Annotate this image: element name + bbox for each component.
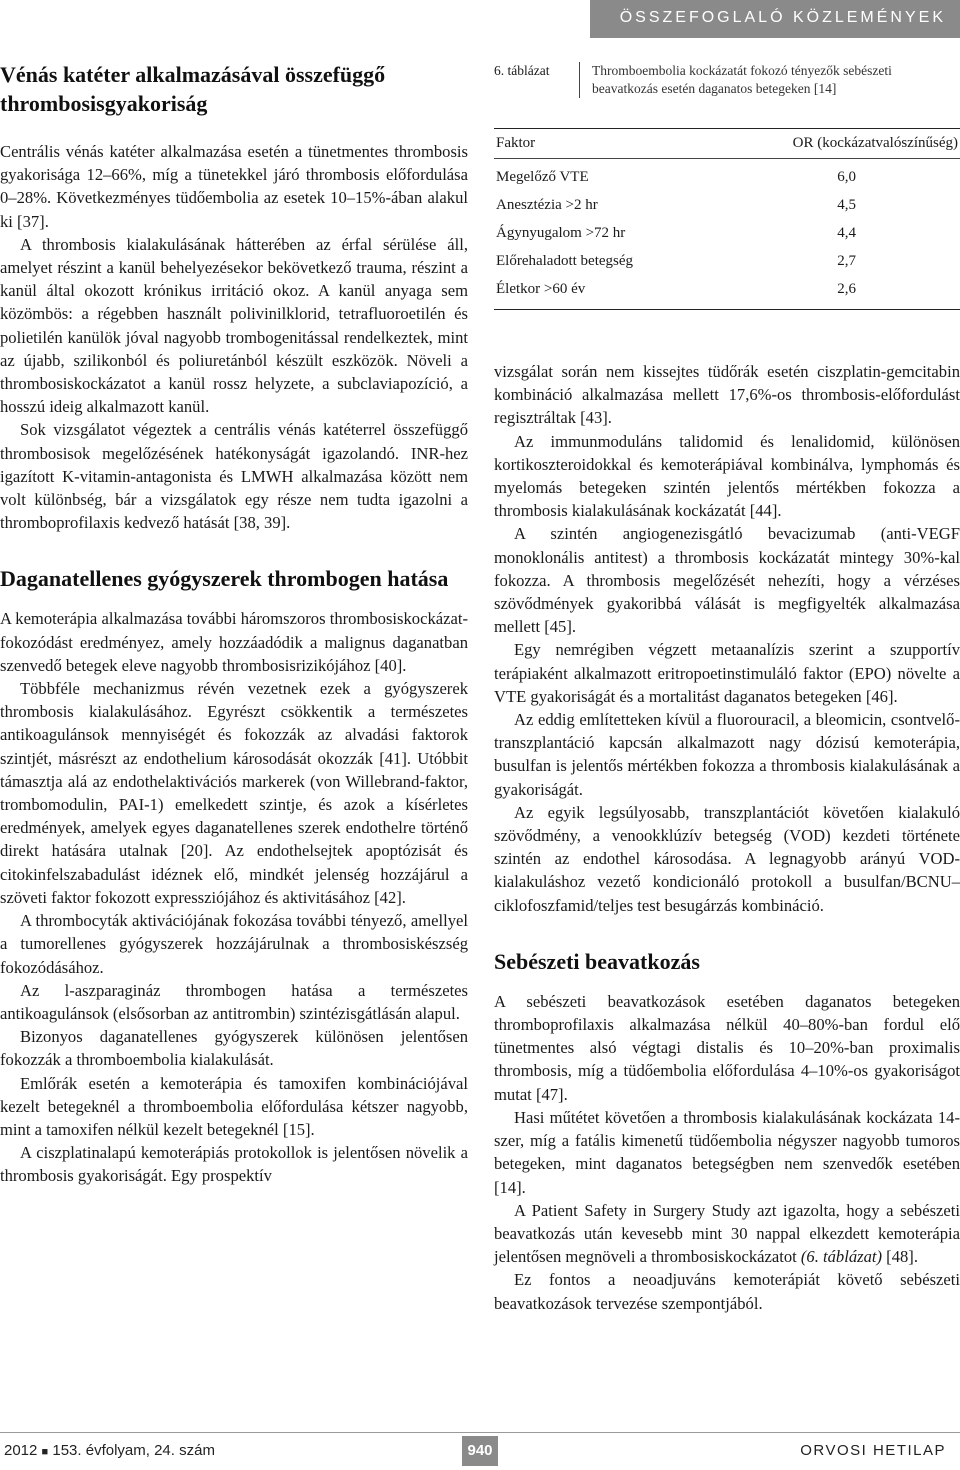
table-cell-factor: Előrehaladott betegség (496, 253, 634, 269)
heading-drugs: Daganatellenes gyógyszerek thrombogen hatása (0, 566, 449, 592)
paragraph: Hasi műtétet követően a thrombosis kialakulásának kockázata 14-szer, míg a fatális kimenetű tüdőembolia négyszer nagyobb tumoros betegeken, mint daganatos betegségben nem szenvedők esetében [14]. (494, 1107, 960, 1197)
table-row (494, 219, 960, 247)
footer-rule (0, 1432, 960, 1433)
table-cell-value: 2,6 (837, 281, 856, 297)
paragraph: Az eddig említetteken kívül a fluorouracil, a bleomicin, csontvelő-transzplantáció kapcsán alkalmazott nagy dózisú kemoterápia, busulfan is jelentős mértékben fokozza a thrombosis kialakulásának a gyakoriságát. (494, 710, 960, 799)
paragraph: Bizonyos daganatellenes gyógyszerek különösen jelentősen fokozzák a thromboembolia kialakulását. (0, 1027, 468, 1070)
paragraph: vizsgálat során nem kissejtes tüdőrák esetén ciszplatin-gemcitabin kombináció alkalmazása mellett 17,6%-os thrombosis-előfordulást regisztráltak [43]. (494, 362, 960, 428)
table-header (494, 129, 960, 159)
paragraph (494, 1199, 960, 1269)
paragraph: Emlőrák esetén a kemoterápia és tamoxifen kombinációjával kezelt betegeknél a thromboembolia előfordulása kétszer nagyobb, mint a tamoxifen nélkül kezelt betegeknél [15]. (0, 1073, 468, 1139)
page-number: 940 (462, 1436, 498, 1466)
page-footer (0, 1432, 960, 1470)
table-col-factor: Faktor (496, 135, 536, 151)
table-cell-value: 6,0 (837, 169, 856, 185)
paragraph: A sebészeti beavatkozások esetében daganatos betegeken thromboprofilaxis alkalmazása nélkül 40–80%-ban fordul elő tünetmentes alsó végtagi distalis és 10–20%-ban proximalis thrombosis, míg a tüdőembolia előfordulása 4–10%-os gyakoriságot mutat [47]. (494, 991, 960, 1104)
table-cell-factor: Anesztézia >2 hr (496, 197, 598, 213)
table-row (494, 275, 960, 303)
paragraph: A szintén angiogenezisgátló bevacizumab (anti-VEGF monoklonális antitest) a thrombosis kockázatát mintegy 30%-kal fokozza. A thrombosis megelőzését nehezíti, hogy a vérzéses szövődmények gyakoribbá válását is megfigyelték alkalmazása mellett [45]. (494, 524, 960, 637)
paragraph: A kemoterápia alkalmazása további háromszoros thrombosiskockázat-fokozódást eredményez, amely hozzáadódik a malignus daganatban szenvedő betegek eleve nagyobb thrombosisrizikójához [40]. (0, 609, 468, 675)
paragraph: Többféle mechanizmus révén vezetnek ezek a gyógyszerek thrombosis kialakulásához. Egyrészt csökkentik a természetes antikoagulánsok mennyiségét és fokozzák az alvadási faktorok szintjét, másrészt az endothelium károsodását okozzák [41]. Utóbbit támasztja alá az endothelaktivációs markerek (von Willebrand-faktor, trombomodulin, PAI-1) emelkedett szintje, és azok a kísérletes eredmények, amelyek egyes daganatellenes szerek endothelre történő direkt hatására utalnak [20]. Az endothelsejtek apoptózisát és citokinfelszabadulást idéznek elő, mindkét jelenség hozzájárul a szöveti faktor fokozott expressziójához és aktivitásához [42]. (0, 679, 468, 907)
paragraph-text: A Patient Safety in Surgery Study azt igazolta, hogy a sebészeti beavatkozás után kevesebb mint 30 nappal elkezdett kemoterápia jelentősen megnöveli a thrombosiskockázatot (494, 1200, 960, 1267)
table-title: Thromboembolia kockázatát fokozó tényezők sebészeti beavatkozás esetén daganatos betegeken [14] (579, 62, 960, 98)
table-row (494, 163, 960, 191)
table-cell-value: 4,5 (837, 197, 856, 213)
paragraph: Sok vizsgálatot végeztek a centrális vénás katéterrel összefüggő thrombosisok megelőzésének hatékonyságát igazolandó. INR-hez igazított K-vitamin-antagonista és LMWH alkalmazása között nem volt különbség, bár a vizsgálatok egy része nem tudta igazolni a thromboprofilaxis kedvező hatását [38, 39]. (0, 420, 468, 533)
right-column (494, 60, 960, 1315)
table-cell-value: 2,7 (837, 253, 856, 269)
issue-volume: 153. évfolyam, 24. szám (52, 1442, 215, 1459)
paragraph-text: [48]. (882, 1247, 918, 1267)
paragraph: A thrombocyták aktivációjának fokozása további tényező, amellyel a tumorellenes gyógyszerek hozzájárulnak a thrombosiskészség fokozódásához. (0, 911, 468, 977)
paragraph: Az egyik legsúlyosabb, transzplantációt követően kialakuló szövődmény, a venookklúzív betegség (VOD) kezdeti története szintén az endothel károsodása. A legnagyobb arányú VOD-kialakuláshoz vezető kondicionáló protokoll a busulfan/BCNU–ciklofoszfamid/teljes test besugárzás kombináció. (494, 802, 960, 915)
paragraph: A thrombosis kialakulásának hátterében az érfal sérülése áll, amelyet részint a kanül behelyezésekor bekövetkező trauma, részint a kanül által okozott krónikus irritáció okoz. A kanül anyaga sem közömbös: a régebben használt polivinilklorid, tetrafluoroetilén és polietilén kanülök jóval nagyobb trombogenitással rendelkeztek, mint az újabb, szilikonból és poliuretánból készült eszközök. Növeli a thrombosiskockázatot a kanül rossz helyzete, a subclaviapozíció, a hosszú ideig alkalmazott kanül. (0, 234, 468, 417)
table-cell-factor: Megelőző VTE (496, 169, 589, 185)
table-col-or: OR (kockázatvalószínűség) (792, 135, 958, 151)
table-cell-factor: Életkor >60 év (496, 281, 586, 297)
paragraph: Egy nemrégiben végzett metaanalízis szerint a szupportív terápiaként alkalmazott eritropoetinstimuláló faktor (EPO) növelte a VTE gyakoriságát és a mortalitást daganatos betegeken [46]. (494, 640, 960, 706)
paragraph: Az immunmoduláns talidomid és lenalidomid, különösen kortikoszteroidokkal és kemoterápiával kombinálva, lymphomás és myelomás betegeken szintén jelentős mértékben fokozza a thrombosis kialakulásának kockázatát [44]. (494, 431, 960, 521)
table-row (494, 247, 960, 275)
left-column (0, 60, 468, 1188)
table-reference: (6. táblázat) (800, 1247, 883, 1267)
section-header-bar (0, 0, 960, 38)
issue-info (4, 1442, 215, 1459)
table-caption (494, 62, 960, 98)
paragraph: Ez fontos a neoadjuváns kemoterápiát követő sebészeti beavatkozások tervezése szempontjából. (494, 1270, 960, 1313)
heading-surgery: Sebészeti beavatkozás (494, 948, 700, 974)
section-label: ÖSSZEFOGLALÓ KÖZLEMÉNYEK (619, 9, 946, 26)
table-number: 6. táblázat (494, 63, 550, 78)
paragraph: Az l-aszparagináz thrombogen hatása a természetes antikoagulánsok (elsősorban az antitrombin) szintézisgátlásán alapul. (0, 980, 468, 1023)
issue-year: 2012 (4, 1442, 38, 1459)
table-row (494, 191, 960, 219)
table-cell-value: 4,4 (837, 225, 856, 241)
square-glyph: ■ (41, 1446, 49, 1458)
paragraph: Centrális vénás katéter alkalmazása esetén a tünetmentes thrombosis gyakorisága 12–66%, míg a tünetekkel járó thrombosis előfordulása 0–28%. Következményes tüdőembolia az esetek 10–15%-ában alakul ki [37]. (0, 142, 468, 231)
risk-factor-table (494, 128, 960, 310)
paragraph: A ciszplatinalapú kemoterápiás protokollok is jelentősen növelik a thrombosis gyakoriságát. Egy prospektív (0, 1143, 468, 1186)
table-cell-factor: Ágynyugalom >72 hr (496, 225, 626, 241)
journal-name: ORVOSI HETILAP (800, 1442, 946, 1459)
heading-catheter: Vénás katéter alkalmazásával összefüggő thrombosisgyakoriság (0, 62, 386, 116)
